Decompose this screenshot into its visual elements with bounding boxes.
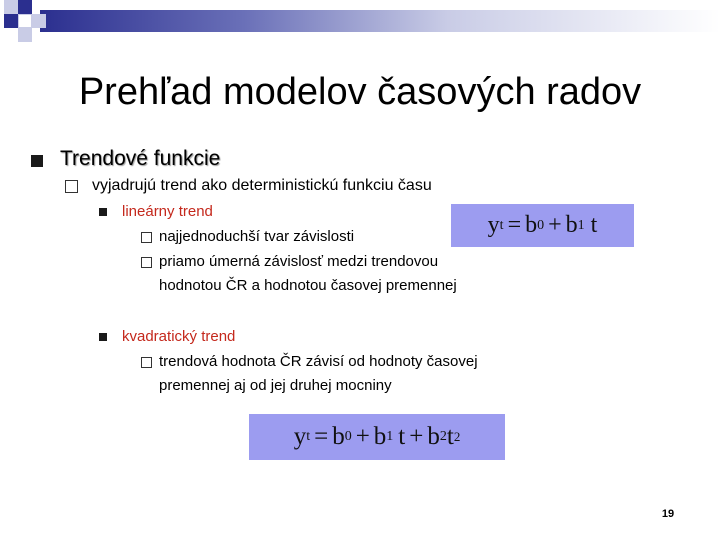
page-number: 19	[661, 508, 675, 520]
slide-title: Prehľad modelov časových radov	[78, 71, 642, 113]
decor-square	[18, 28, 32, 42]
square-bullet-icon	[99, 208, 107, 216]
hollow-square-bullet-icon	[65, 180, 78, 193]
quadratic-trend-label: kvadratický trend	[122, 328, 236, 345]
header-gradient-bar	[40, 10, 720, 32]
decor-square	[18, 14, 32, 28]
hollow-square-bullet-icon	[141, 357, 152, 368]
decor-square	[4, 0, 18, 14]
linear-item-2-line-2: hodnotou ČR a hodnotou časovej premennej	[159, 277, 457, 294]
hollow-square-bullet-icon	[141, 232, 152, 243]
decor-square	[4, 14, 18, 28]
square-bullet-icon	[31, 155, 43, 167]
linear-item-1: najjednoduchší tvar závislosti	[159, 228, 355, 245]
linear-item-2-line-1: priamo úmerná závislosť medzi trendovou	[159, 253, 439, 270]
quadratic-item-1-line-1: trendová hodnota ČR závisí od hodnoty časovej	[159, 353, 478, 370]
quadratic-item-1-line-2: premennej aj od jej druhej mocniny	[159, 377, 392, 394]
decor-square	[18, 0, 32, 14]
hollow-square-bullet-icon	[141, 257, 152, 268]
linear-trend-label: lineárny trend	[122, 203, 213, 220]
quadratic-trend-formula: y t = b 0 + b 1 t + b 2 t 2	[249, 414, 505, 460]
sub-bullet-description: vyjadrujú trend ako deterministickú funkciu času	[92, 177, 432, 194]
square-bullet-icon	[99, 333, 107, 341]
linear-trend-formula: y t = b 0 + b 1 t	[451, 204, 634, 247]
decor-square	[32, 14, 46, 28]
bullet-trend-functions: Trendové funkcie	[60, 147, 221, 170]
